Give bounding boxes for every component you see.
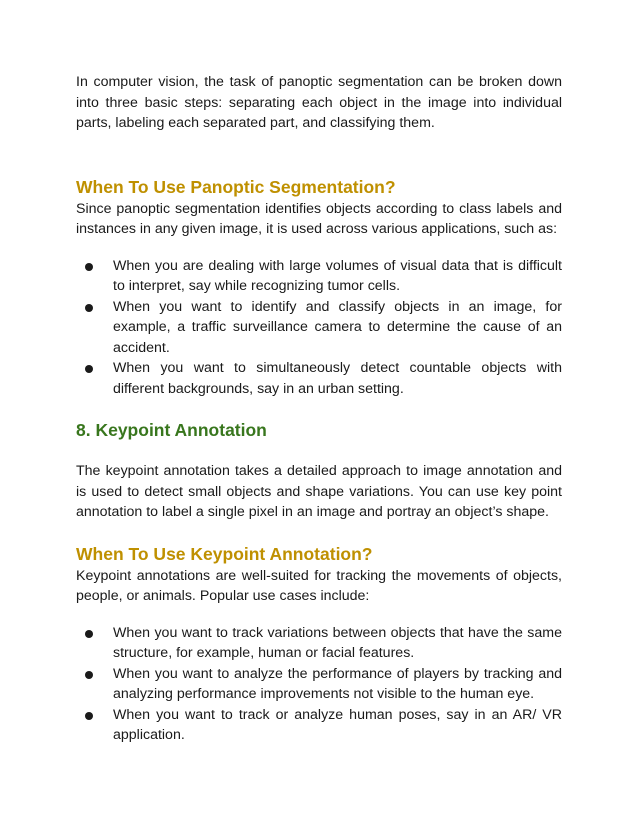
keypoint-use-heading: When To Use Keypoint Annotation? <box>76 543 373 564</box>
list-item <box>76 623 562 664</box>
list-item-text: When you want to track variations between objects that have the same structure, for example, human or facial features. <box>113 624 562 661</box>
list-item <box>76 358 562 399</box>
bullet-icon <box>85 304 93 312</box>
spacer <box>76 607 562 623</box>
panoptic-use-heading: When To Use Panoptic Segmentation? <box>76 176 396 197</box>
spacer <box>76 134 562 176</box>
list-item-text: When you want to simultaneously detect countable objects with different backgrounds, say in an urban setting. <box>113 360 562 397</box>
keypoint-annotation-heading: 8. Keypoint Annotation <box>76 420 267 440</box>
document-page <box>76 72 562 746</box>
panoptic-use-intro: Since panoptic segmentation identifies objects according to class labels and instances in any given image, it is used across various applications, such as: <box>76 200 562 237</box>
bullet-icon <box>85 263 93 271</box>
list-item <box>76 297 562 359</box>
list-item <box>76 664 562 705</box>
bullet-icon <box>85 365 93 373</box>
list-item-text: When you want to track or analyze human poses, say in an AR/ VR application. <box>113 706 562 743</box>
spacer <box>76 441 562 461</box>
spacer <box>76 523 562 543</box>
keypoint-use-intro: Keypoint annotations are well-suited for tracking the movements of objects, people, or animals. Popular use cases include: <box>76 567 562 604</box>
panoptic-use-list <box>76 256 562 400</box>
spacer <box>76 240 562 256</box>
list-item <box>76 256 562 297</box>
bullet-icon <box>85 712 93 720</box>
intro-paragraph: In computer vision, the task of panoptic segmentation can be broken down into three basic steps: separating each object in the image into individual parts, labeling each separated part, and classifying them. <box>76 74 562 131</box>
bullet-icon <box>85 671 93 679</box>
list-item-text: When you are dealing with large volumes of visual data that is difficult to interpret, say while recognizing tumor cells. <box>113 257 562 294</box>
keypoint-annotation-paragraph: The keypoint annotation takes a detailed approach to image annotation and is used to detect small objects and shape variations. You can use key point annotation to label a single pixel in an image and portray an object’s shape. <box>76 463 562 520</box>
list-item-text: When you want to identify and classify objects in an image, for example, a traffic surveillance camera to determine the cause of an accident. <box>113 298 562 356</box>
spacer <box>76 399 562 419</box>
keypoint-use-list <box>76 623 562 746</box>
bullet-icon <box>85 630 93 638</box>
list-item <box>76 705 562 746</box>
list-item-text: When you want to analyze the performance of players by tracking and analyzing performance improvements not visible to the human eye. <box>113 665 562 702</box>
